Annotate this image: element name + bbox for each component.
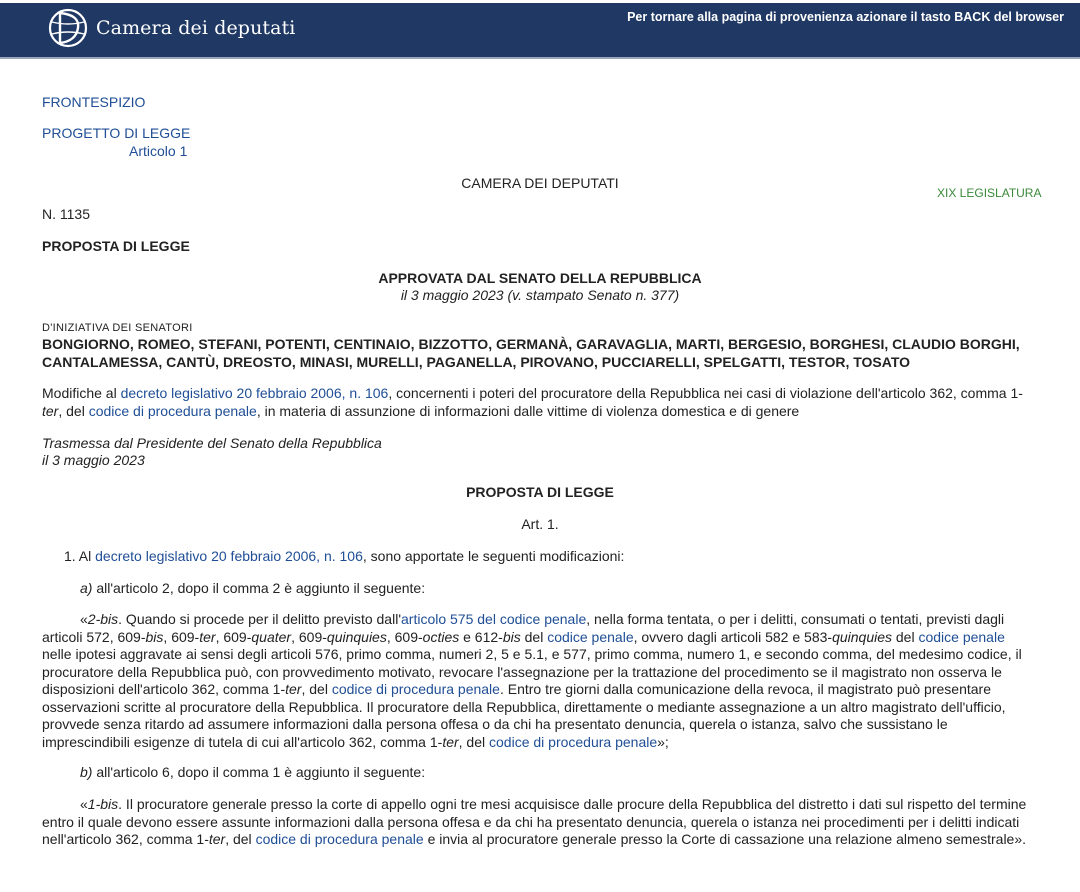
trasmessa-text: Trasmessa dal Presidente del Senato della Repubblica [42, 435, 382, 451]
para-text: . Quando si procede per il delitto previsto dall' [118, 611, 401, 627]
para-italic: quater [251, 628, 292, 645]
letter-label: a) [80, 580, 93, 596]
para-text: , 609- [215, 628, 252, 645]
letter-text: all'articolo 6, dopo il comma 1 è aggiunto il seguente: [92, 764, 426, 780]
paragraph-1-bis [42, 796, 1032, 849]
decreto-link[interactable]: decreto legislativo 20 febbraio 2006, n. 106 [120, 385, 389, 401]
para-text: »; [657, 733, 669, 750]
title-text: , del [58, 402, 89, 419]
para-italic: ter [208, 831, 226, 847]
article-heading: Art. 1. [521, 516, 559, 532]
document-number: N. 1135 [42, 206, 90, 222]
letter-b [80, 764, 425, 780]
trasmessa-line-2 [42, 452, 145, 468]
para-italic: bis [502, 628, 521, 645]
comma-1 [64, 548, 624, 564]
title-text: Modifiche al [42, 385, 121, 401]
para-italic: ter [285, 681, 302, 697]
para-text: nelle ipotesi aggravate ai sensi degli articoli 576, primo comma, numeri 2, 5 e 5.1, e 577, primo comma, numero 1, e secondo comma, del medesimo codice, il procuratore della Repubblica può, con provvedimento motivato, revocare l'assegnazione per la trattazione del procedimento se il magistrato non osserva le disposizioni dell'articolo 362, comma 1- [42, 646, 1022, 697]
para-text: , nella forma tentata, o per i delitti, consumati o tentati, previsti dagli articoli 572, 609- [42, 611, 1005, 645]
para-text: , del [458, 733, 490, 750]
para-text: « [80, 796, 88, 812]
para-text: e invia al procuratore generale presso la Corte di cassazione una relazione almeno semestrale». [423, 831, 1027, 847]
codice-procedura-link[interactable]: codice di procedura penale [331, 681, 500, 697]
codice-procedura-link[interactable]: codice di procedura penale [88, 402, 257, 419]
nav-frontespizio-link[interactable]: FRONTESPIZIO [42, 94, 146, 110]
codice-penale-link[interactable]: codice penale [547, 628, 634, 645]
approvata-date-text: il 3 maggio 2023 (v. stampato Senato n. 377) [400, 287, 680, 303]
para-text: , del [225, 831, 256, 847]
para-text: , 609- [386, 628, 423, 645]
comma-text: , sono apportate le seguenti modificazioni: [362, 548, 625, 564]
para-text: . Il procuratore generale presso la corte di appello ogni tre mesi acquisisce dalle procure della Repubblica del distretto i dati sul rispetto del termine entro il quale devono essere assunte informazioni dalla persona offesa e da chi ha presentato denuncia, querela o istanza nei procedimenti per i delitti indicati nell'articolo 362, comma 1- [42, 796, 1027, 847]
approvata-date [0, 287, 1080, 303]
codice-procedura-link[interactable]: codice di procedura penale [255, 831, 424, 847]
title-text: , in materia di assunzione di informazioni dalle vittime di violenza domestica e di genere [256, 402, 800, 419]
legislatura-label: XIX LEGISLATURA [937, 186, 1042, 200]
trasmessa-line-1 [42, 435, 382, 451]
iniziativa-label: D'INIZIATIVA DEI SENATORI [42, 322, 193, 334]
para-text: . Entro tre giorni dalla comunicazione della revoca, il magistrato può presentare osservazioni scritte al procuratore della Repubblica. Il procuratore della Repubblica, direttamente o mediante assegnazione a un altro magistrato dell'ufficio, provvede senza ritardo ad assumere informazioni dalla persona offesa o da chi ha presentato denuncia, querela o istanza, salvo che sussistano le imprescindibili esigenze di tutela di cui all'articolo 362, comma 1- [42, 681, 1006, 750]
proposta-heading: PROPOSTA DI LEGGE [42, 238, 190, 254]
document-title [42, 385, 1032, 420]
camera-heading: CAMERA DEI DEPUTATI [461, 175, 619, 191]
para-italic: ter [442, 733, 459, 750]
site-logo[interactable] [46, 5, 295, 51]
proposta-heading-2: PROPOSTA DI LEGGE [466, 484, 614, 500]
para-italic: 2-bis [87, 611, 119, 627]
para-text: e 612- [459, 628, 503, 645]
letter-text: all'articolo 2, dopo il comma 2 è aggiunto il seguente: [92, 580, 426, 596]
codice-penale-link[interactable]: codice penale [918, 628, 1005, 645]
letter-label: b) [80, 764, 93, 780]
para-text: , ovvero dagli articoli 582 e 583- [633, 628, 833, 645]
para-italic: octies [422, 628, 460, 645]
comma-text: 1. Al [64, 548, 96, 564]
para-italic: quinquies [326, 628, 387, 645]
approvata-heading: APPROVATA DAL SENATO DELLA REPUBBLICA [378, 270, 702, 286]
back-message: Per tornare alla pagina di provenienza azionare il tasto BACK del browser [627, 10, 1064, 24]
para-italic: bis [145, 628, 164, 645]
paragraph-2-bis [42, 611, 1032, 751]
senatori-line-1: BONGIORNO, ROMEO, STEFANI, POTENTI, CENTINAIO, BIZZOTTO, GERMANÀ, GARAVAGLIA, MARTI, BERGESIO, BORGHESI, CLAUDIO BORGHI, [42, 336, 1020, 352]
codice-procedura-link[interactable]: codice di procedura penale [489, 733, 658, 750]
nav-articolo-link[interactable]: Articolo 1 [129, 143, 188, 159]
para-text: , 609- [291, 628, 327, 645]
title-text: , concernenti i poteri del procuratore della Repubblica nei casi di violazione dell'articolo 362, comma 1- [388, 385, 1023, 401]
para-text: , 609- [163, 628, 200, 645]
title-italic: ter [42, 402, 59, 419]
senatori-line-2: CANTALAMESSA, CANTÙ, DREOSTO, MINASI, MURELLI, PAGANELLA, PIROVANO, PUCCIARELLI, SPELGATTI, TESTOR, TOSATO [42, 354, 911, 370]
para-italic: 1-bis [87, 796, 119, 812]
para-text: del [892, 628, 919, 645]
para-text: del [520, 628, 548, 645]
nav-progetto-link[interactable]: PROGETTO DI LEGGE [42, 125, 191, 141]
trasmessa-date: il 3 maggio 2023 [42, 452, 145, 468]
decreto-link[interactable]: decreto legislativo 20 febbraio 2006, n. 106 [95, 548, 363, 564]
letter-a [80, 580, 425, 596]
para-italic: quinquies [832, 628, 892, 645]
para-text: , del [301, 681, 332, 697]
camera-emblem-icon [46, 5, 90, 51]
site-header [0, 3, 1080, 59]
para-text: « [80, 611, 88, 627]
articolo-575-link[interactable]: articolo 575 del codice penale [401, 611, 587, 627]
para-italic: ter [199, 628, 216, 645]
logo-text: Camera dei deputati [96, 17, 296, 39]
